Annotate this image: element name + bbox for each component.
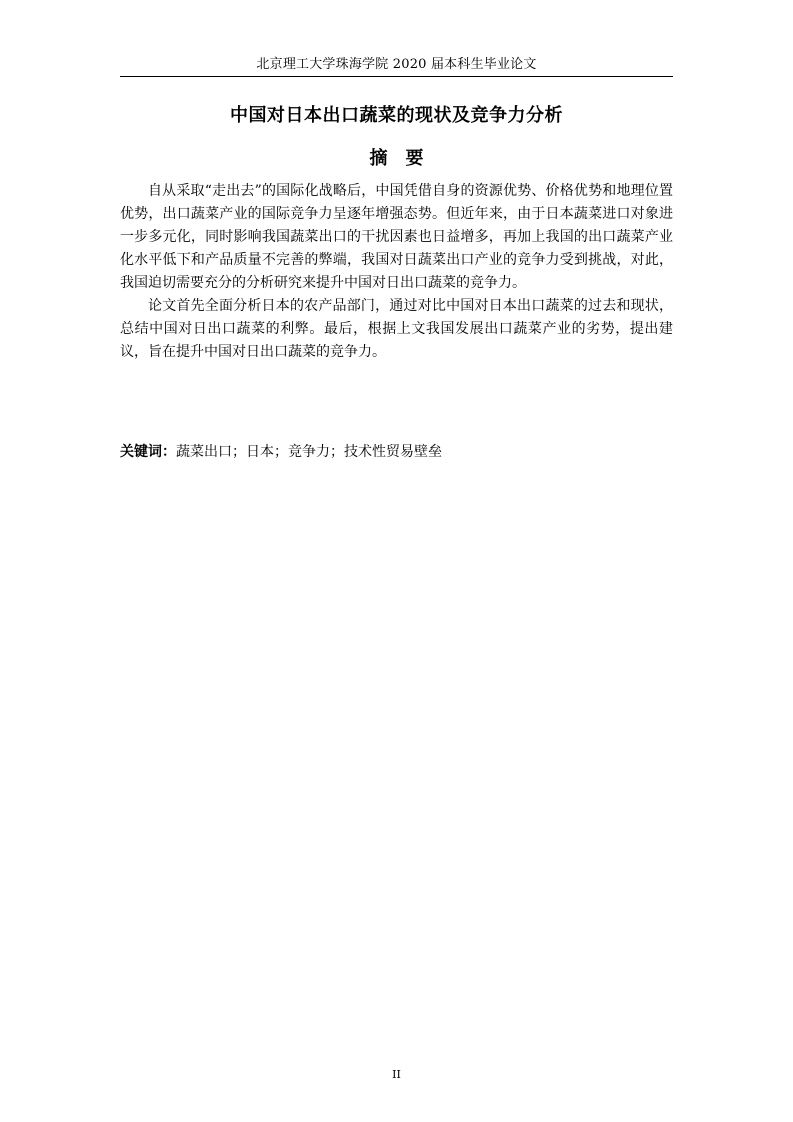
keywords-line [120,441,673,463]
keywords-list: 蔬菜出口；日本；竞争力；技术性贸易壁垒 [176,444,442,460]
abstract-heading-text: 摘要 [369,148,442,169]
thesis-title: 中国对日本出口蔬菜的现状及竞争力分析 [230,105,563,126]
abstract-body [120,180,673,364]
abstract-heading [120,147,673,171]
abstract-paragraph-2: 论文首先全面分析日本的农产品部门，通过对比中国对日本出口蔬菜的过去和现状，总结中国对日出口蔬菜的利弊。最后，根据上文我国发展出口蔬菜产业的劣势，提出建议，旨在提升中国对日出口蔬菜的竞争力。 [120,298,673,360]
keywords-label: 关键词： [120,444,176,460]
header-divider [120,76,673,77]
page-number: II [392,1068,401,1081]
abstract-paragraph-1: 自从采取“走出去”的国际化战略后，中国凭借自身的资源优势、价格优势和地理位置优势，出口蔬菜产业的国际竞争力呈逐年增强态势。但近年来，由于日本蔬菜进口对象进一步多元化，同时影响我国蔬菜出口的干扰因素也日益增多，再加上我国的出口蔬菜产业化水平低下和产品质量不完善的弊端，我国对日蔬菜出口产业的竞争力受到挑战，对此，我国迫切需要充分的分析研究来提升中国对日出口蔬菜的竞争力。 [120,183,673,291]
running-header: 北京理工大学珠海学院 2020 届本科生毕业论文 [256,57,537,72]
